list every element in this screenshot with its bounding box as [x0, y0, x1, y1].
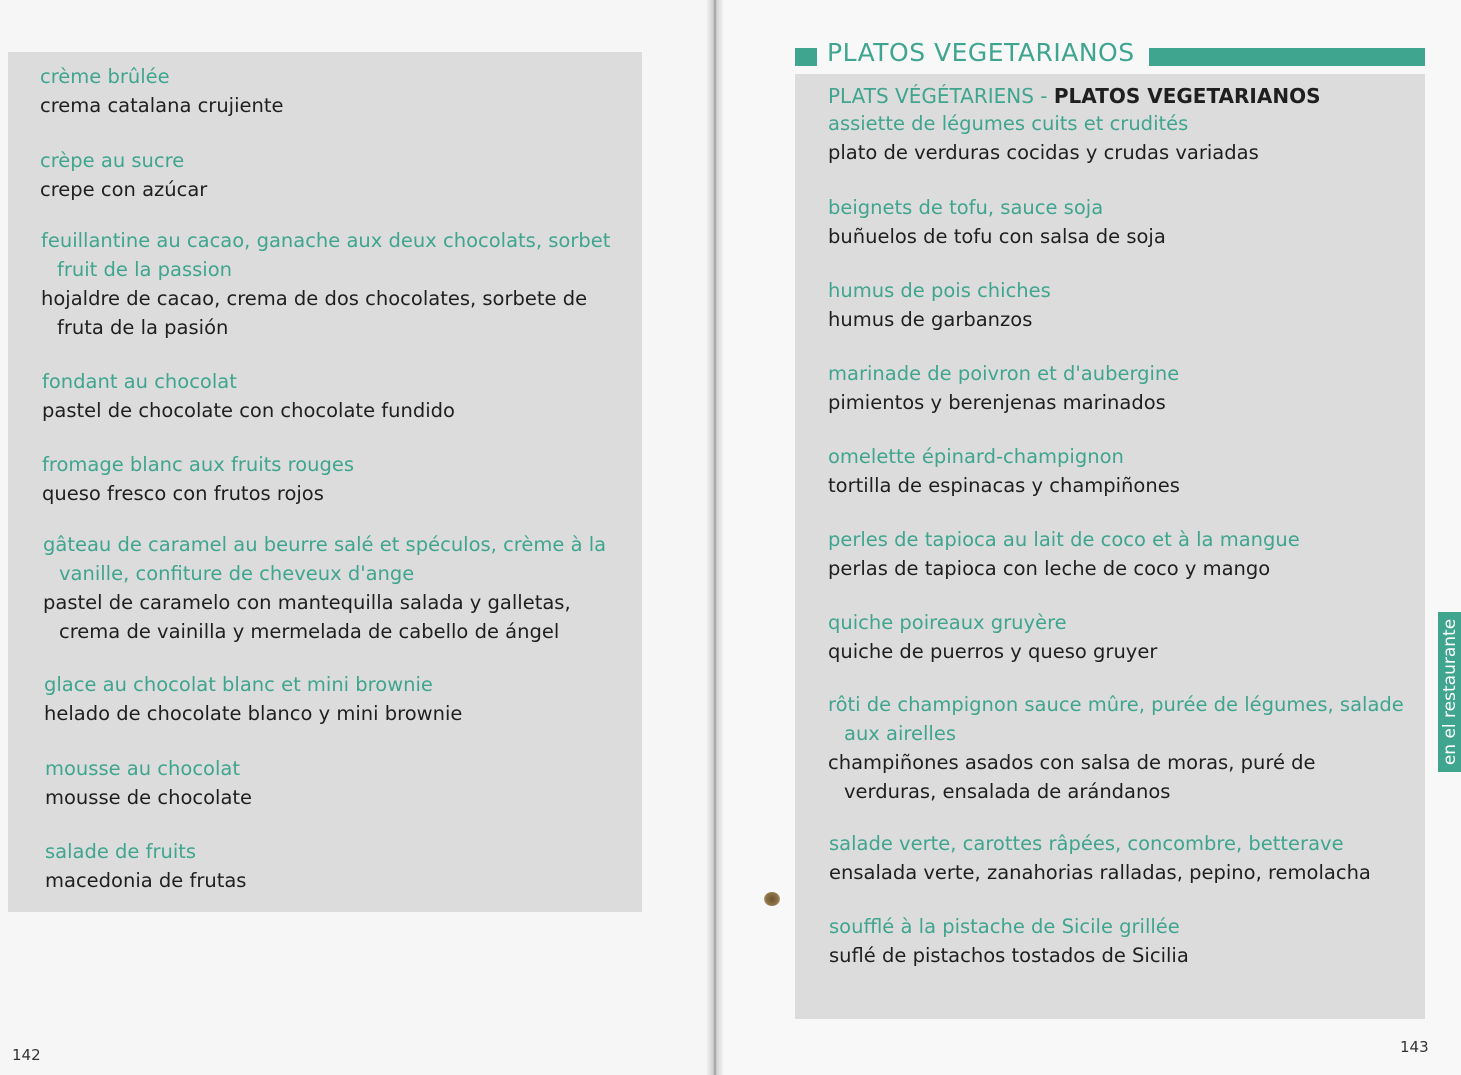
french-dish: crème brûlée — [40, 65, 170, 88]
section-marker-square — [795, 48, 817, 66]
menu-entry — [42, 367, 637, 425]
menu-entry — [828, 525, 1413, 583]
menu-entry — [828, 193, 1413, 251]
french-dish: omelette épinard-champignon — [828, 445, 1124, 468]
french-dish: assiette de légumes cuits et crudités — [828, 112, 1189, 135]
french-dish: feuillantine au cacao, ganache aux deux chocolats, sorbet fruit de la passion — [41, 229, 611, 281]
spanish-translation: pastel de caramelo con mantequilla salada y galletas, crema de vainilla y mermelada de cabello de ángel — [43, 591, 571, 643]
subheader-separator: - — [1033, 84, 1054, 108]
french-dish: rôti de champignon sauce mûre, purée de légumes, salade aux airelles — [828, 693, 1404, 745]
french-dish: quiche poireaux gruyère — [828, 611, 1067, 634]
menu-entry — [828, 442, 1413, 500]
french-dish: fromage blanc aux fruits rouges — [42, 453, 355, 476]
spanish-translation: pimientos y berenjenas marinados — [828, 391, 1166, 414]
spanish-translation: mousse de chocolate — [45, 786, 253, 809]
spanish-translation: suflé de pistachos tostados de Sicilia — [829, 944, 1189, 967]
french-dish: mousse au chocolat — [45, 757, 240, 780]
menu-entry — [45, 754, 640, 812]
menu-entry — [43, 530, 638, 646]
chapter-tab-label: en el restaurante — [1439, 618, 1460, 766]
menu-entry — [42, 450, 637, 508]
menu-entry — [40, 146, 635, 204]
spanish-translation: plato de verduras cocidas y crudas variadas — [828, 141, 1259, 164]
french-dish: perles de tapioca au lait de coco et à la mangue — [828, 528, 1300, 551]
menu-entry — [829, 829, 1414, 887]
spanish-translation: helado de chocolate blanco y mini brownie — [44, 702, 463, 725]
french-dish: crèpe au sucre — [40, 149, 185, 172]
menu-entry — [41, 226, 636, 342]
french-dish: gâteau de caramel au beurre salé et spéculos, crème à la vanille, confiture de cheveux d'ange — [43, 533, 607, 585]
french-dish: glace au chocolat blanc et mini brownie — [44, 673, 433, 696]
spanish-translation: tortilla de espinacas y champiñones — [828, 474, 1180, 497]
paper-stain — [764, 892, 780, 906]
spanish-translation: pastel de chocolate con chocolate fundido — [42, 399, 455, 422]
page-number-left: 142 — [12, 1046, 41, 1064]
chapter-tab — [1438, 612, 1461, 772]
section-title: PLATOS VEGETARIANOS — [827, 38, 1149, 68]
french-dish: salade verte, carottes râpées, concombre, betterave — [829, 832, 1344, 855]
french-dish: salade de fruits — [45, 840, 197, 863]
section-header — [795, 38, 1425, 68]
spanish-translation: queso fresco con frutos rojos — [42, 482, 324, 505]
french-dish: fondant au chocolat — [42, 370, 237, 393]
book-gutter — [706, 0, 724, 1075]
french-dish: beignets de tofu, sauce soja — [828, 196, 1104, 219]
spanish-translation: crepe con azúcar — [40, 178, 208, 201]
menu-entry — [828, 608, 1413, 666]
french-dish: humus de pois chiches — [828, 279, 1051, 302]
spanish-translation: ensalada verte, zanahorias ralladas, pepino, remolacha — [829, 861, 1371, 884]
menu-entry — [828, 276, 1413, 334]
spanish-translation: macedonia de frutas — [45, 869, 247, 892]
menu-entry — [828, 690, 1413, 806]
spanish-translation: crema catalana crujiente — [40, 94, 284, 117]
french-dish: marinade de poivron et d'aubergine — [828, 362, 1180, 385]
section-rule — [1147, 48, 1425, 66]
spanish-translation: perlas de tapioca con leche de coco y mango — [828, 557, 1271, 580]
menu-entry — [828, 359, 1413, 417]
page-number-right: 143 — [1400, 1038, 1429, 1056]
subheader — [828, 82, 1320, 110]
spanish-translation: buñuelos de tofu con salsa de soja — [828, 225, 1166, 248]
menu-entry — [828, 109, 1413, 167]
menu-entry — [40, 62, 635, 120]
french-dish: soufflé à la pistache de Sicile grillée — [829, 915, 1180, 938]
menu-entry — [829, 912, 1414, 970]
menu-entry — [45, 837, 640, 895]
menu-entry — [44, 670, 639, 728]
subheader-spanish: PLATOS VEGETARIANOS — [1053, 84, 1321, 108]
spanish-translation: hojaldre de cacao, crema de dos chocolates, sorbete de fruta de la pasión — [41, 287, 588, 339]
spanish-translation: humus de garbanzos — [828, 308, 1033, 331]
spanish-translation: quiche de puerros y queso gruyer — [828, 640, 1158, 663]
spanish-translation: champiñones asados con salsa de moras, puré de verduras, ensalada de arándanos — [828, 751, 1316, 803]
subheader-french: PLATS VÉGÉTARIENS — [828, 84, 1034, 108]
